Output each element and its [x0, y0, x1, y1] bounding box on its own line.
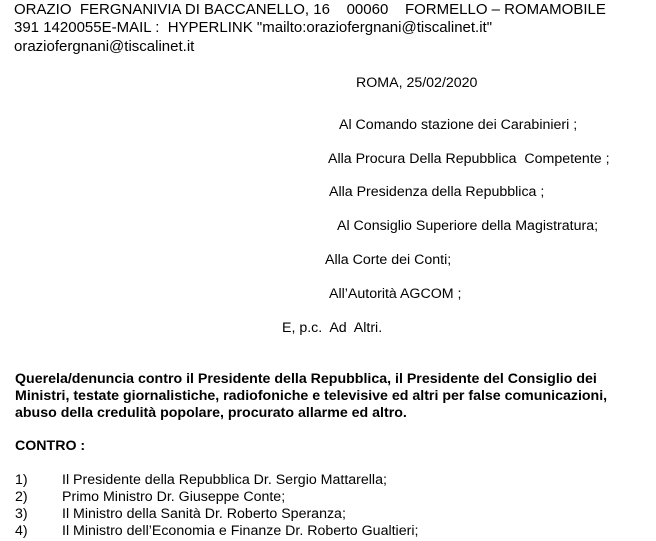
list-item-text: Il Ministro dell’Economia e Finanze Dr. Roberto Gualtieri;	[62, 523, 419, 539]
place-date: ROMA, 25/02/2020	[356, 75, 478, 91]
subject-line-2: Ministri, testate giornalistiche, radiofoniche e televisive ed altri per false comunicazioni,	[15, 388, 608, 404]
list-item-number: 3)	[15, 506, 28, 522]
list-item-number: 2)	[15, 489, 28, 505]
sender-header-line-2: 391 1420055E-MAIL : HYPERLINK "mailto:oraziofergnani@tiscalinet.it"	[14, 19, 493, 36]
list-item-text: Primo Ministro Dr. Giuseppe Conte;	[62, 489, 286, 505]
recipient-6: All’Autorità AGCOM ;	[329, 286, 462, 302]
recipient-4: Al Consiglio Superiore della Magistratura;	[337, 218, 599, 234]
list-item-number: 1)	[15, 472, 28, 488]
recipient-5: Alla Corte dei Conti;	[325, 252, 452, 268]
list-item-text: Il Ministro della Sanità Dr. Roberto Speranza;	[62, 506, 346, 522]
subject-line-1: Querela/denuncia contro il Presidente della Repubblica, il Presidente del Consiglio dei	[15, 371, 597, 387]
recipient-2: Alla Procura Della Repubblica Competente ;	[328, 151, 610, 167]
contro-label: CONTRO :	[15, 438, 86, 454]
list-item-text: Il Presidente della Repubblica Dr. Sergio Mattarella;	[62, 472, 387, 488]
sender-email: oraziofergnani@tiscalinet.it	[14, 38, 195, 55]
recipient-3: Alla Presidenza della Repubblica ;	[329, 184, 545, 200]
subject-line-3: abuso della credulità popolare, procurato allarme ed altro.	[15, 405, 407, 421]
sender-header-line-1: ORAZIO FERGNANIVIA DI BACCANELLO, 16 00060 FORMELLO – ROMAMOBILE	[14, 1, 606, 18]
list-item-number: 4)	[15, 523, 28, 539]
recipient-cc: E, p.c. Ad Altri.	[282, 320, 383, 336]
recipient-1: Al Comando stazione dei Carabinieri ;	[339, 117, 578, 133]
